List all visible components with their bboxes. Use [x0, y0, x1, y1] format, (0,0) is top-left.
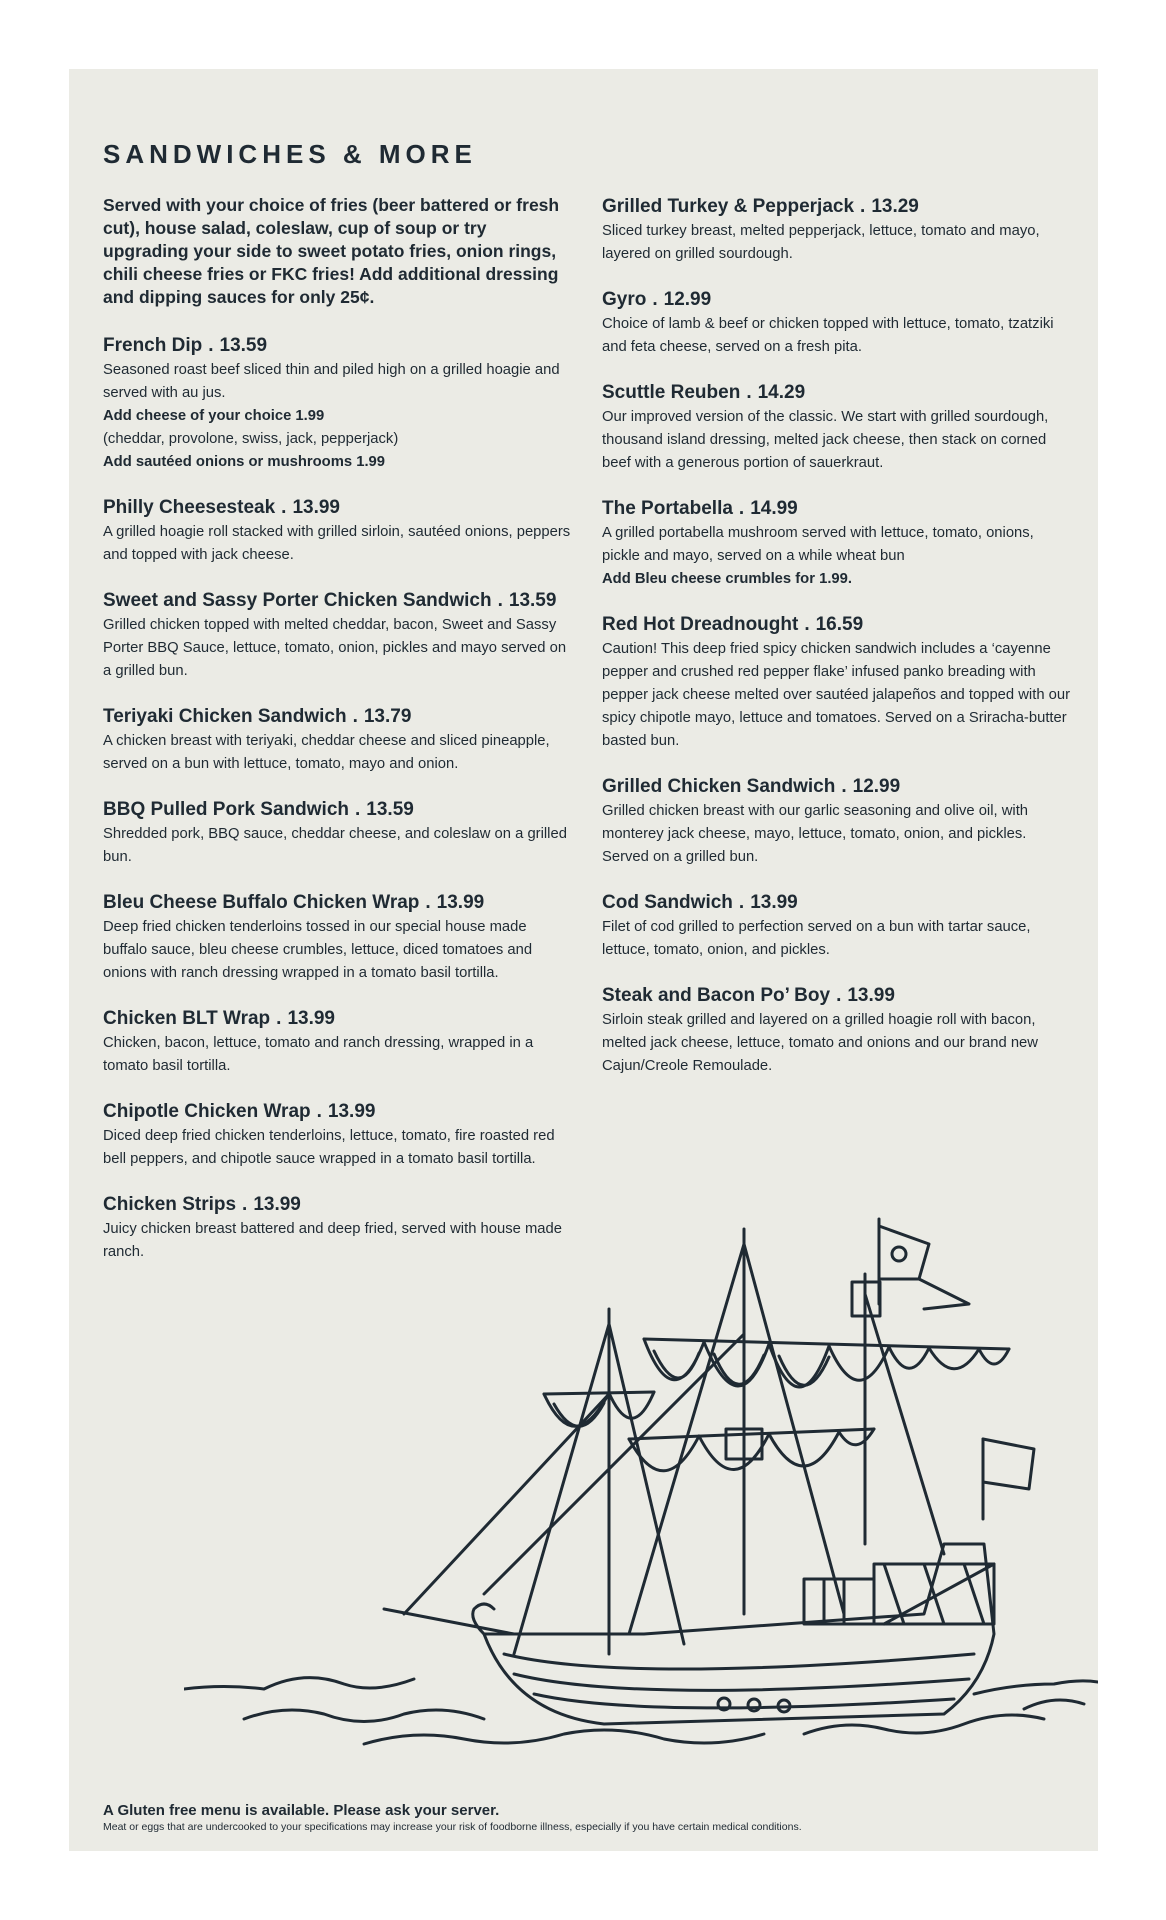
- item-name: Chipotle Chicken Wrap: [103, 1101, 311, 1122]
- item-heading: [103, 704, 573, 730]
- menu-intro: Served with your choice of fries (beer battered or fresh cut), house salad, coleslaw, cup of soup or try upgrading your side to sweet potato fries, onion rings, chili cheese fries or FKC fries! Add additional dressing and dipping sauces for only 25¢.: [103, 195, 560, 307]
- item-description: Sliced turkey breast, melted pepperjack, lettuce, tomato and mayo, layered on grilled sourdough.: [602, 223, 1040, 262]
- item-price: 13.99: [287, 1008, 335, 1029]
- yard: [644, 1339, 1009, 1349]
- price-separator: .: [652, 289, 658, 310]
- hull-planks: [504, 1654, 974, 1708]
- item-price: 13.99: [847, 985, 895, 1006]
- rigging: [404, 1394, 609, 1614]
- item-description: Deep fried chicken tenderloins tossed in our special house made buffalo sauce, bleu cheese crumbles, lettuce, diced tomatoes and onions with ranch dressing wrapped in a tomato basil tortilla.: [103, 919, 533, 981]
- menu-item-french-dip: [103, 333, 573, 474]
- item-heading: [602, 890, 1072, 916]
- wave: [974, 1681, 1098, 1694]
- item-price: 13.99: [436, 892, 485, 913]
- item-price: 12.99: [852, 776, 901, 797]
- item-description: Caution! This deep fried spicy chicken sandwich includes a ‘cayenne pepper and crushed red pepper flake’ infused panko breading with pepper jack cheese melted over sautéed jalapeños and topped with our spicy chipotle mayo, lettuce and tomatoes. Served on a Sriracha-butter basted bun.: [602, 641, 1071, 749]
- menu-item-steak-bacon-poboy: [602, 983, 1072, 1078]
- rigging: [484, 1334, 744, 1594]
- wave: [364, 1730, 764, 1744]
- item-name: BBQ Pulled Pork Sandwich: [103, 799, 349, 820]
- item-price: 13.79: [363, 706, 412, 727]
- item-description: Chicken, bacon, lettuce, tomato and ranch dressing, wrapped in a tomato basil tortilla.: [103, 1035, 534, 1074]
- price-separator: .: [281, 497, 287, 518]
- price-separator: .: [804, 614, 810, 635]
- right-column: [602, 194, 1072, 1099]
- item-description: A grilled portabella mushroom served with lettuce, tomato, onions, pickle and mayo, served on a while wheat bun: [602, 525, 1034, 564]
- food-safety-warning: Meat or eggs that are undercooked to your specifications may increase your risk of foodborne illness, especially if you have certain medical conditions.: [103, 1821, 802, 1833]
- item-price: 14.99: [750, 498, 798, 519]
- item-heading: [602, 194, 1072, 220]
- item-addon: Add Bleu cheese crumbles for 1.99.: [602, 571, 852, 587]
- item-name: Steak and Bacon Po’ Boy: [602, 985, 831, 1006]
- menu-footer: [103, 1801, 1073, 1834]
- item-price: 13.59: [508, 590, 557, 611]
- item-name: The Portabella: [602, 498, 733, 519]
- item-name: Cod Sandwich: [602, 892, 733, 913]
- item-heading: [602, 287, 1072, 313]
- item-heading: [103, 1006, 573, 1032]
- item-description: Choice of lamb & beef or chicken topped with lettuce, tomato, tzatziki and feta cheese, served on a fresh pita.: [602, 316, 1054, 355]
- menu-item-red-hot-dreadnought: [602, 612, 1072, 753]
- item-heading: [103, 333, 573, 359]
- item-heading: [103, 797, 573, 823]
- item-name: Grilled Turkey & Pepperjack: [602, 196, 855, 217]
- item-heading: [103, 1099, 573, 1125]
- price-separator: .: [738, 892, 745, 913]
- menu-item-gyro: [602, 287, 1072, 359]
- item-name: Bleu Cheese Buffalo Chicken Wrap: [103, 892, 420, 913]
- item-name: French Dip: [103, 335, 203, 356]
- item-name: Gyro: [602, 289, 647, 310]
- item-description: Diced deep fried chicken tenderloins, lettuce, tomato, fire roasted red bell peppers, and chipotle sauce wrapped in a tomato basil tortilla.: [103, 1128, 555, 1167]
- price-separator: .: [355, 799, 361, 820]
- rigging: [514, 1324, 609, 1654]
- menu-item-turkey-pepperjack: [602, 194, 1072, 266]
- menu-item-chicken-blt-wrap: [103, 1006, 573, 1078]
- item-heading: [602, 774, 1072, 800]
- item-price: 13.99: [253, 1194, 301, 1215]
- price-separator: .: [746, 382, 752, 403]
- item-name: Teriyaki Chicken Sandwich: [103, 706, 347, 727]
- item-addon: Add cheese of your choice 1.99: [103, 408, 325, 424]
- price-separator: .: [860, 196, 866, 217]
- item-heading: [103, 588, 573, 614]
- menu-item-teriyaki-chicken: [103, 704, 573, 776]
- item-description: Grilled chicken topped with melted cheddar, bacon, Sweet and Sassy Porter BBQ Sauce, lettuce, tomato, onion, pickles and mayo served on a grilled bun.: [103, 617, 567, 679]
- item-price: 16.59: [815, 614, 864, 635]
- item-price: 13.59: [219, 335, 268, 356]
- price-separator: .: [497, 590, 503, 611]
- price-separator: .: [242, 1194, 248, 1215]
- menu-item-scuttle-reuben: [602, 380, 1072, 475]
- price-separator: .: [208, 335, 214, 356]
- item-description: Sirloin steak grilled and layered on a grilled hoagie roll with bacon, melted jack cheese, lettuce, tomato and onions and our brand new Cajun/Creole Remoulade.: [602, 1012, 1038, 1074]
- item-name: Grilled Chicken Sandwich: [602, 776, 836, 797]
- flag: [919, 1279, 969, 1309]
- item-price: 12.99: [663, 289, 712, 310]
- price-separator: .: [276, 1008, 282, 1029]
- menu-item-bbq-pulled-pork: [103, 797, 573, 869]
- item-name: Red Hot Dreadnought: [602, 614, 799, 635]
- item-heading: [602, 612, 1072, 638]
- item-price: 13.59: [366, 799, 414, 820]
- item-description: A grilled hoagie roll stacked with grilled sirloin, sautéed onions, peppers and topped with jack cheese.: [103, 524, 571, 563]
- item-name: Sweet and Sassy Porter Chicken Sandwich: [103, 590, 492, 611]
- item-heading: [602, 380, 1072, 406]
- item-description: Filet of cod grilled to perfection served on a bun with tartar sauce, lettuce, tomato, onion, and pickles.: [602, 919, 1031, 958]
- item-heading: [103, 495, 573, 521]
- gluten-free-note: A Gluten free menu is available. Please ask your server.: [103, 1802, 500, 1819]
- sail: [654, 1351, 829, 1385]
- menu-item-chipotle-wrap: [103, 1099, 573, 1171]
- item-description: Shredded pork, BBQ sauce, cheddar cheese, and coleslaw on a grilled bun.: [103, 826, 567, 865]
- price-separator: .: [425, 892, 431, 913]
- item-price: 14.29: [757, 382, 806, 403]
- item-description: Seasoned roast beef sliced thin and piled high on a grilled hoagie and served with au jus.: [103, 362, 560, 401]
- menu-item-grilled-chicken: [602, 774, 1072, 869]
- item-description: Juicy chicken breast battered and deep fried, served with house made ranch.: [103, 1221, 562, 1260]
- menu-page: [69, 69, 1098, 1851]
- price-separator: .: [352, 706, 358, 727]
- price-separator: .: [836, 985, 842, 1006]
- wave: [184, 1678, 414, 1689]
- price-separator: .: [841, 776, 847, 797]
- rigging: [865, 1294, 944, 1554]
- yard: [544, 1392, 654, 1394]
- menu-item-philly-cheesesteak: [103, 495, 573, 567]
- item-heading: [602, 983, 1072, 1009]
- wave: [1024, 1700, 1084, 1709]
- flag: [879, 1226, 929, 1279]
- item-description: A chicken breast with teriyaki, cheddar cheese and sliced pineapple, served on a bun with lettuce, tomato, mayo and onion.: [103, 733, 550, 772]
- item-name: Scuttle Reuben: [602, 382, 741, 403]
- item-name: Chicken BLT Wrap: [103, 1008, 271, 1029]
- item-heading: [602, 496, 1072, 522]
- wave: [244, 1710, 484, 1722]
- item-price: 13.29: [871, 196, 919, 217]
- item-heading: [103, 890, 573, 916]
- item-description: Our improved version of the classic. We start with grilled sourdough, thousand island dressing, melted jack cheese, then stack on corned beef with a generous portion of sauerkraut.: [602, 409, 1049, 471]
- hull: [484, 1544, 994, 1724]
- item-description: Grilled chicken breast with our garlic seasoning and olive oil, with monterey jack cheese, mayo, lettuce, tomato, onion, and pickles. Served on a grilled bun.: [602, 803, 1029, 865]
- ship-illustration: [184, 1214, 1098, 1749]
- stern-detail: [884, 1564, 994, 1624]
- flag: [983, 1439, 1034, 1489]
- bowsprit: [384, 1609, 514, 1634]
- item-price: 13.99: [750, 892, 798, 913]
- item-addon-options: (cheddar, provolone, swiss, jack, pepperjack): [103, 431, 399, 447]
- menu-item-cod-sandwich: [602, 890, 1072, 962]
- item-name: Philly Cheesesteak: [103, 497, 276, 518]
- item-addon: Add sautéed onions or mushrooms 1.99: [103, 454, 386, 470]
- menu-item-porter-chicken: [103, 588, 573, 683]
- anchor-emblem: [892, 1247, 906, 1261]
- price-separator: .: [738, 498, 745, 519]
- left-column: [103, 194, 573, 1285]
- item-price: 13.99: [327, 1101, 376, 1122]
- sail: [889, 1347, 1009, 1369]
- menu-item-portabella: [602, 496, 1072, 591]
- menu-item-buffalo-wrap: [103, 890, 573, 985]
- item-name: Chicken Strips: [103, 1194, 237, 1215]
- menu-title: SANDWICHES & MORE: [103, 139, 477, 169]
- price-separator: .: [316, 1101, 322, 1122]
- item-price: 13.99: [292, 497, 340, 518]
- porthole: [748, 1699, 760, 1711]
